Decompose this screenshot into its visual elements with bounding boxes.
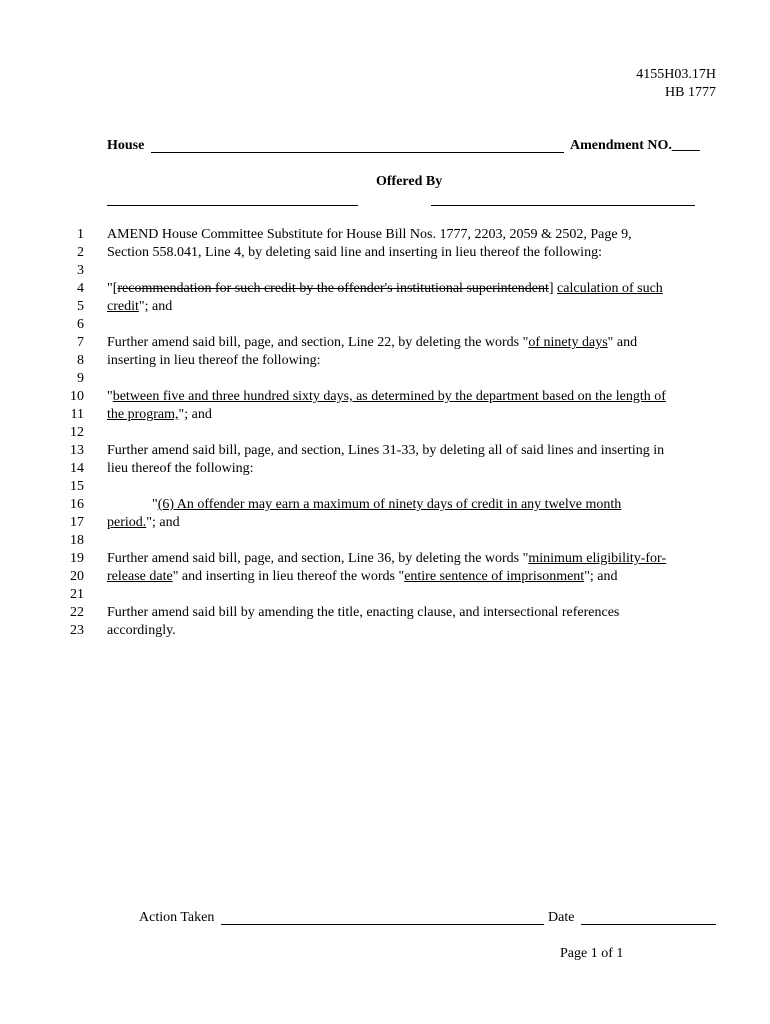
offered-by-label: Offered By xyxy=(376,174,443,189)
line-text xyxy=(107,280,663,298)
text-segment: "; and xyxy=(146,515,180,530)
text-line xyxy=(40,406,720,424)
text-line xyxy=(40,316,720,334)
offered-by-blank-left xyxy=(107,205,358,206)
text-segment: " and xyxy=(607,335,638,350)
bill-number: HB 1777 xyxy=(665,85,716,100)
text-line xyxy=(40,424,720,442)
text-line xyxy=(40,442,720,460)
document-code: 4155H03.17H xyxy=(636,67,716,82)
line-text xyxy=(107,334,637,352)
line-text xyxy=(107,550,666,568)
text-segment: Further amend said bill, page, and section, Lines 31-33, by deleting all of said lines and inserting in xyxy=(107,443,665,458)
line-number: 10 xyxy=(70,389,84,404)
line-number: 20 xyxy=(70,569,84,584)
text-line xyxy=(40,586,720,604)
line-number: 14 xyxy=(70,461,84,476)
line-number: 9 xyxy=(77,371,84,386)
text-segment: " xyxy=(107,389,113,404)
inserted-text: the program, xyxy=(107,407,179,422)
inserted-text: entire sentence of imprisonment xyxy=(404,569,585,584)
line-text xyxy=(107,406,212,424)
line-text xyxy=(107,568,618,586)
line-number: 13 xyxy=(70,443,84,458)
text-line xyxy=(40,280,720,298)
text-segment: inserting in lieu thereof the following: xyxy=(107,353,321,368)
line-number: 6 xyxy=(77,317,84,332)
text-line xyxy=(40,604,720,622)
offered-by-blank-right xyxy=(431,205,695,206)
line-number: 11 xyxy=(70,407,84,422)
text-segment: "[ xyxy=(107,281,118,296)
action-taken-blank-line xyxy=(221,924,544,925)
line-number: 4 xyxy=(77,281,84,296)
date-label: Date xyxy=(548,910,575,925)
line-number: 12 xyxy=(70,425,84,440)
line-number: 3 xyxy=(77,263,84,278)
line-text xyxy=(107,298,172,316)
date-blank-line xyxy=(581,924,716,925)
line-number: 2 xyxy=(77,245,84,260)
text-segment: AMEND House Committee Substitute for House Bill Nos. 1777, 2203, 2059 & 2502, Page 9, xyxy=(107,227,632,242)
text-segment: " xyxy=(152,497,158,512)
line-text xyxy=(107,442,664,460)
line-number: 22 xyxy=(70,605,84,620)
text-line xyxy=(40,460,720,478)
text-line xyxy=(40,352,720,370)
line-text xyxy=(107,226,632,244)
line-number: 8 xyxy=(77,353,84,368)
struck-text: recommendation for such credit by the offender's institutional superintendent xyxy=(117,281,549,296)
inserted-text: credit xyxy=(107,299,139,314)
amendment-number-label: Amendment NO.____ xyxy=(570,138,700,153)
line-text xyxy=(107,514,180,532)
text-line xyxy=(40,622,720,640)
house-label: House xyxy=(107,138,145,153)
line-number: 15 xyxy=(70,479,84,494)
text-segment: Further amend said bill, page, and section, Line 22, by deleting the words " xyxy=(107,335,529,350)
text-line xyxy=(40,496,720,514)
inserted-text: between five and three hundred sixty days, as determined by the department based on the length of xyxy=(112,389,666,404)
inserted-text: minimum eligibility-for- xyxy=(528,551,667,566)
line-text xyxy=(107,388,666,406)
text-segment: "; and xyxy=(584,569,618,584)
text-line xyxy=(40,244,720,262)
action-taken-label: Action Taken xyxy=(139,910,215,925)
text-segment: Further amend said bill by amending the title, enacting clause, and intersectional references xyxy=(107,605,620,620)
text-line xyxy=(40,550,720,568)
line-number: 5 xyxy=(77,299,84,314)
text-segment: "; and xyxy=(138,299,173,314)
line-number: 18 xyxy=(70,533,84,548)
text-segment: ] xyxy=(548,281,558,296)
line-number: 7 xyxy=(77,335,84,350)
text-line xyxy=(40,262,720,280)
text-segment: Section 558.041, Line 4, by deleting said line and inserting in lieu thereof the following: xyxy=(107,245,602,260)
text-segment: "; and xyxy=(178,407,212,422)
inserted-text: calculation of such xyxy=(557,281,663,296)
inserted-text: of ninety days xyxy=(528,335,608,350)
inserted-text: (6) An offender may earn a maximum of ninety days of credit in any twelve month xyxy=(157,497,622,512)
text-line xyxy=(40,226,720,244)
text-segment: " and inserting in lieu thereof the words " xyxy=(172,569,405,584)
text-line xyxy=(40,334,720,352)
inserted-text: release date xyxy=(107,569,173,584)
text-line xyxy=(40,370,720,388)
text-line xyxy=(40,478,720,496)
page-number: Page 1 of 1 xyxy=(560,946,624,961)
amendment-body xyxy=(40,226,720,640)
inserted-text: period. xyxy=(107,515,147,530)
text-segment: accordingly. xyxy=(107,623,176,638)
line-number: 16 xyxy=(70,497,84,512)
text-line xyxy=(40,568,720,586)
text-line xyxy=(40,514,720,532)
text-segment: Further amend said bill, page, and section, Line 36, by deleting the words " xyxy=(107,551,529,566)
text-line xyxy=(40,298,720,316)
text-line xyxy=(40,532,720,550)
line-text xyxy=(107,622,176,640)
text-line xyxy=(40,388,720,406)
line-number: 23 xyxy=(70,623,84,638)
line-number: 1 xyxy=(77,227,84,242)
line-number: 17 xyxy=(70,515,84,530)
line-text xyxy=(107,460,254,478)
line-number: 19 xyxy=(70,551,84,566)
line-text xyxy=(107,604,619,622)
line-text xyxy=(107,496,621,514)
line-text xyxy=(107,352,320,370)
text-segment: lieu thereof the following: xyxy=(107,461,254,476)
house-blank-line xyxy=(151,152,564,153)
line-text xyxy=(107,244,602,262)
line-number: 21 xyxy=(70,587,84,602)
